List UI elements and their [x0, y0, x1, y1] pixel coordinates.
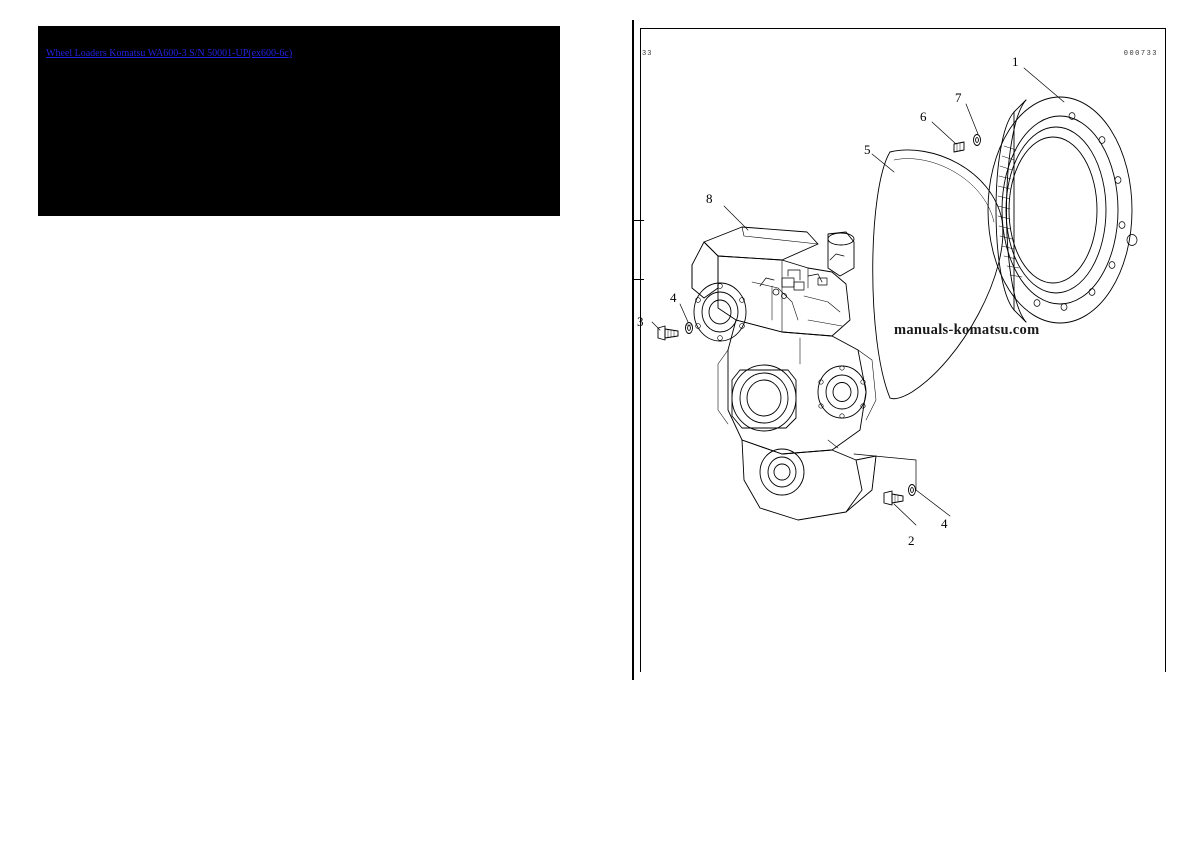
callout-6: 6 [920, 109, 927, 124]
part-4-washer-lower [909, 485, 916, 496]
callout-8: 8 [706, 191, 713, 206]
leader-lines [652, 68, 1064, 525]
callout-1: 1 [1012, 54, 1019, 69]
callout-5: 5 [864, 142, 871, 157]
document-title-link[interactable]: Wheel Loaders Komatsu WA600-3 S/N 50001-UP(ex600-6c) [46, 48, 293, 59]
callout-3: 3 [637, 314, 644, 329]
part-4-washer-left [686, 323, 693, 334]
part-7-bolt [974, 135, 981, 146]
page-code-right: 000733 [1123, 50, 1158, 58]
title-panel [38, 26, 560, 216]
callout-2: 2 [908, 533, 915, 548]
part-2-bolt [884, 491, 903, 505]
callout-4-lower: 4 [941, 516, 948, 531]
parts-diagram-panel [632, 20, 1172, 680]
callout-4-left: 4 [670, 290, 677, 305]
part-1-ring-gear [988, 97, 1137, 323]
part-8-transmission-case [692, 227, 876, 520]
callout-7: 7 [955, 90, 962, 105]
transmission-assembly-drawing [632, 20, 1172, 680]
part-3-bolt [658, 326, 678, 340]
site-watermark: manuals-komatsu.com [894, 322, 1040, 338]
page-code-left: 33 [642, 50, 653, 58]
part-5-drive-plate [873, 150, 1003, 399]
